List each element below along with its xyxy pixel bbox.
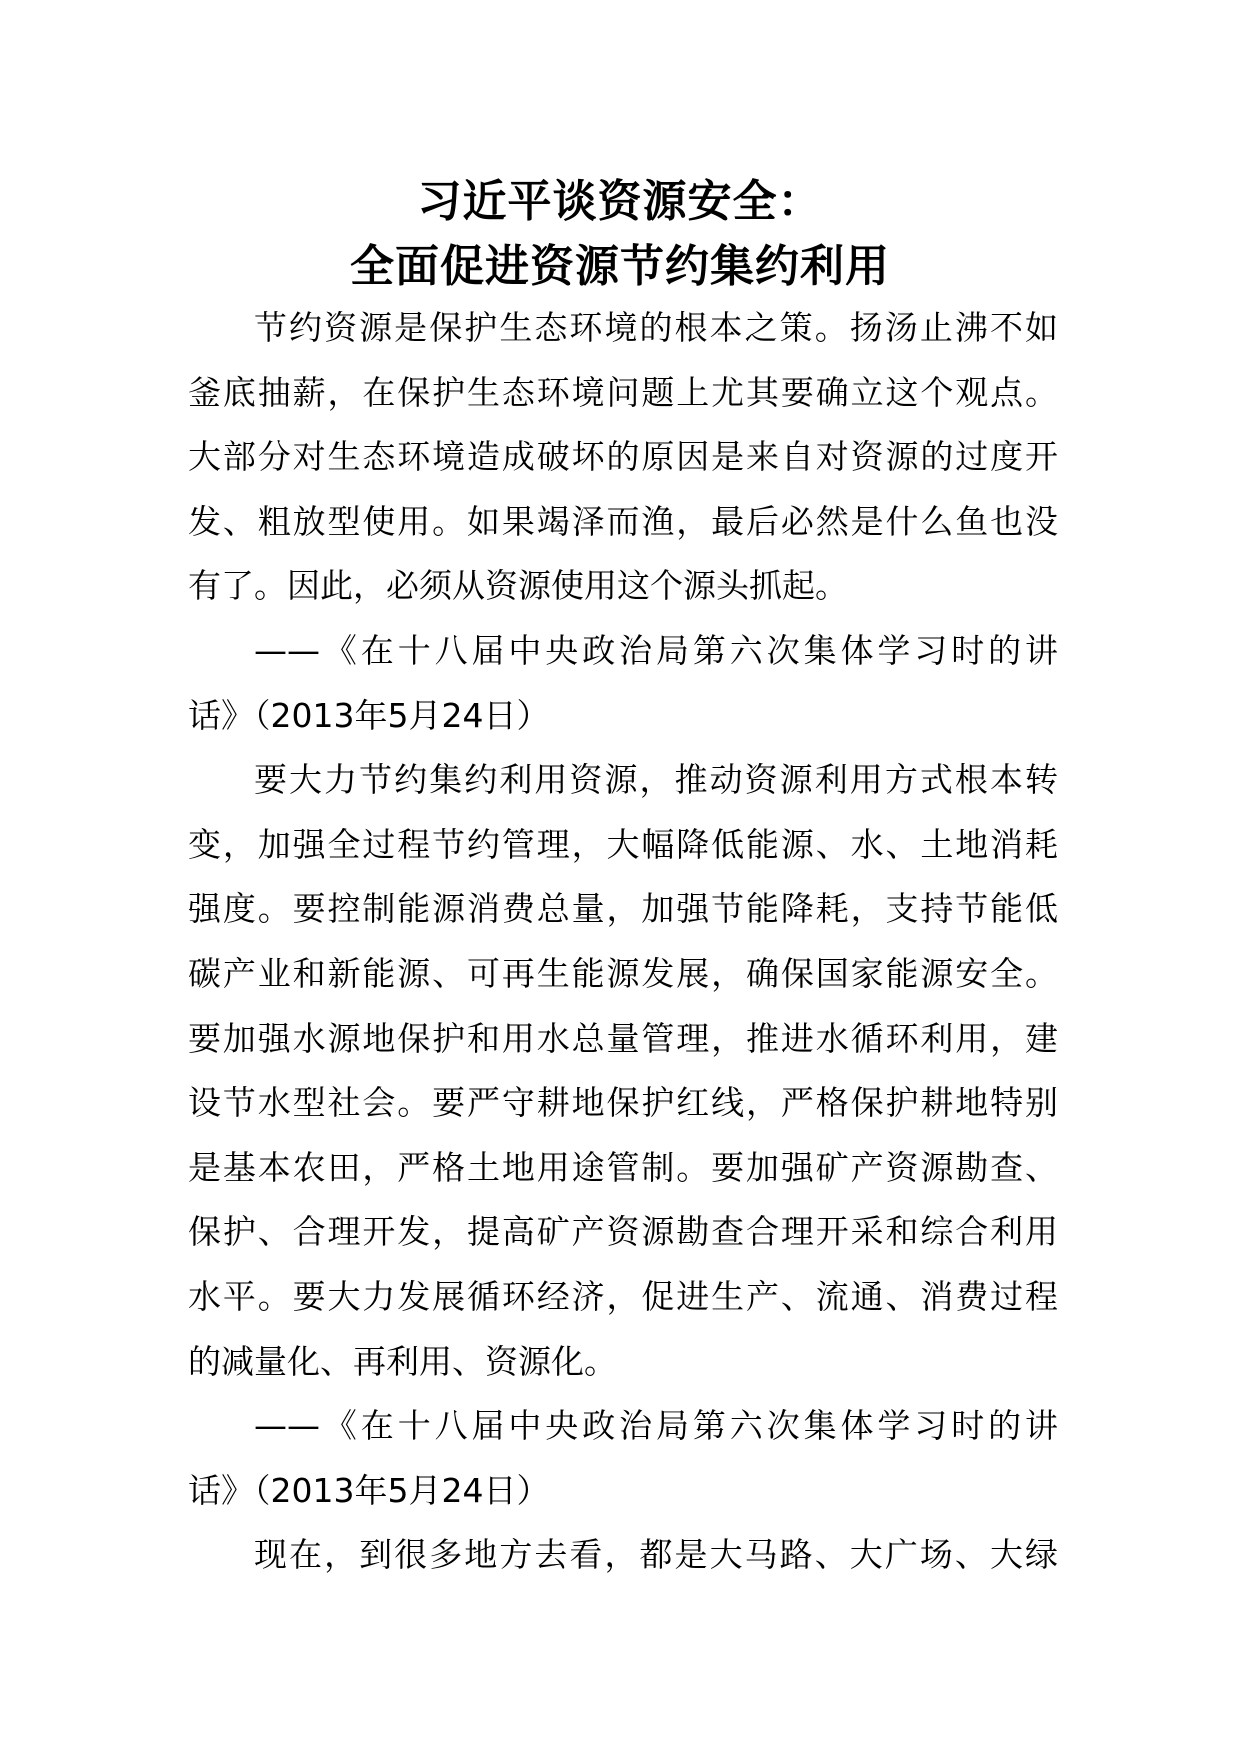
citation-line: 话》（2013年5月24日） xyxy=(188,695,550,735)
document-body xyxy=(188,296,1058,1588)
paragraph-line: 水平。要大力发展循环经济，促进生产、流通、消费过程 xyxy=(188,1276,1058,1316)
paragraph xyxy=(188,1523,1058,1588)
paragraph-line: 要大力节约集约利用资源，推动资源利用方式根本转 xyxy=(254,760,1058,800)
citation-line: ——《在十八届中央政治局第六次集体学习时的讲 xyxy=(254,630,1058,670)
paragraph-line: 碳产业和新能源、可再生能源发展，确保国家能源安全。 xyxy=(188,953,1058,993)
paragraph-line: 的减量化、再利用、资源化。 xyxy=(188,1341,617,1381)
paragraph-line: 发、粗放型使用。如果竭泽而渔，最后必然是什么鱼也没 xyxy=(188,501,1058,541)
source-citation xyxy=(188,1394,1058,1523)
paragraph-line: 强度。要控制能源消费总量，加强节能降耗，支持节能低 xyxy=(188,889,1058,929)
paragraph-line: 现在，到很多地方去看，都是大马路、大广场、大绿 xyxy=(254,1535,1058,1575)
paragraph-line: 保护、合理开发，提高矿产资源勘查合理开采和综合利用 xyxy=(188,1212,1058,1252)
paragraph-line: 是基本农田，严格土地用途管制。要加强矿产资源勘查、 xyxy=(188,1147,1058,1187)
paragraph-line: 设节水型社会。要严守耕地保护红线，严格保护耕地特别 xyxy=(188,1083,1058,1123)
paragraph-line: 有了。因此，必须从资源使用这个源头抓起。 xyxy=(188,566,848,606)
document-title-line-1: 习近平谈资源安全： xyxy=(417,176,823,227)
document-title-line-2: 全面促进资源节约集约利用 xyxy=(350,241,890,292)
paragraph-line: 釜底抽薪，在保护生态环境问题上尤其要确立这个观点。 xyxy=(188,372,1058,412)
source-citation xyxy=(188,619,1058,748)
paragraph-line: 变，加强全过程节约管理，大幅降低能源、水、土地消耗 xyxy=(188,824,1058,864)
paragraph-line: 节约资源是保护生态环境的根本之策。扬汤止沸不如 xyxy=(254,308,1058,347)
paragraph-line: 要加强水源地保护和用水总量管理，推进水循环利用，建 xyxy=(188,1018,1058,1058)
paragraph xyxy=(188,748,1058,1394)
citation-line: 话》（2013年5月24日） xyxy=(188,1470,550,1510)
paragraph xyxy=(188,296,1058,619)
citation-line: ——《在十八届中央政治局第六次集体学习时的讲 xyxy=(254,1406,1058,1446)
paragraph-line: 大部分对生态环境造成破坏的原因是来自对资源的过度开 xyxy=(188,437,1058,477)
